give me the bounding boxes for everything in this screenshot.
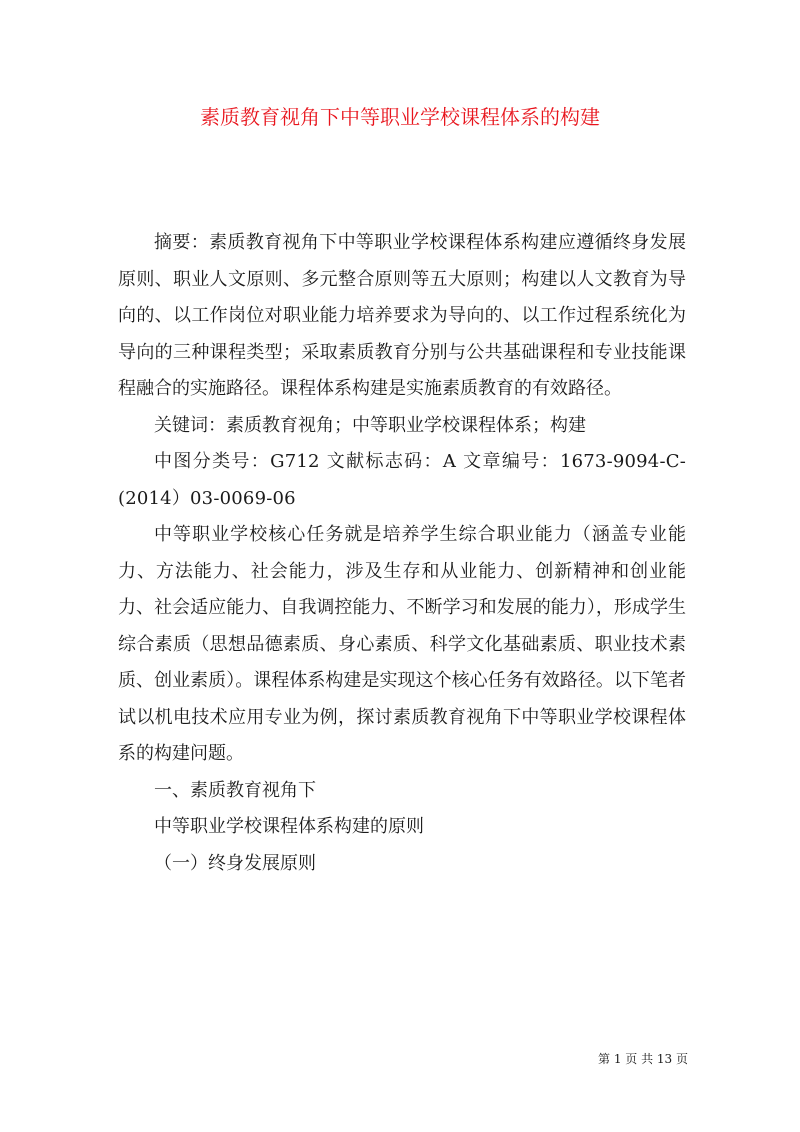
document-title: 素质教育视角下中等职业学校课程体系的构建 <box>200 105 600 129</box>
classification-paragraph: 中图分类号：G712 文献标志码：A 文章编号：1673-9094-C-(2014）03-0069-06 <box>118 451 686 509</box>
section-heading: 一、素质教育视角下 <box>154 779 316 801</box>
abstract-paragraph: 摘要：素质教育视角下中等职业学校课程体系构建应遵循终身发展原则、职业人文原则、多元整合原则等五大原则；构建以人文教育为导向的、以工作岗位对职业能力培养要求为导向的、以工作过程系统化为导向的三种课程类型；采取素质教育分别与公共基础课程和专业技能课程融合的实施路径。课程体系构建是实施素质教育的有效路径。 <box>118 232 686 399</box>
document-body <box>118 225 686 882</box>
page-number: 第 1 页 共 13 页 <box>598 1052 688 1066</box>
section-heading-continued: 中等职业学校课程体系构建的原则 <box>154 816 424 837</box>
page-footer <box>0 1051 800 1067</box>
keywords-paragraph: 关键词：素质教育视角；中等职业学校课程体系；构建 <box>154 414 586 436</box>
intro-paragraph: 中等职业学校核心任务就是培养学生综合职业能力（涵盖专业能力、方法能力、社会能力，涉及生存和从业能力、创新精神和创业能力、社会适应能力、自我调控能力、不断学习和发展的能力），形成学生综合素质（思想品德素质、身心素质、科学文化基础素质、职业技术素质、创业素质）。课程体系构建是实现这个核心任务有效路径。以下笔者试以机电技术应用专业为例，探讨素质教育视角下中等职业学校课程体系的构建问题。 <box>118 524 686 764</box>
subsection-heading: （一）终身发展原则 <box>154 852 316 874</box>
